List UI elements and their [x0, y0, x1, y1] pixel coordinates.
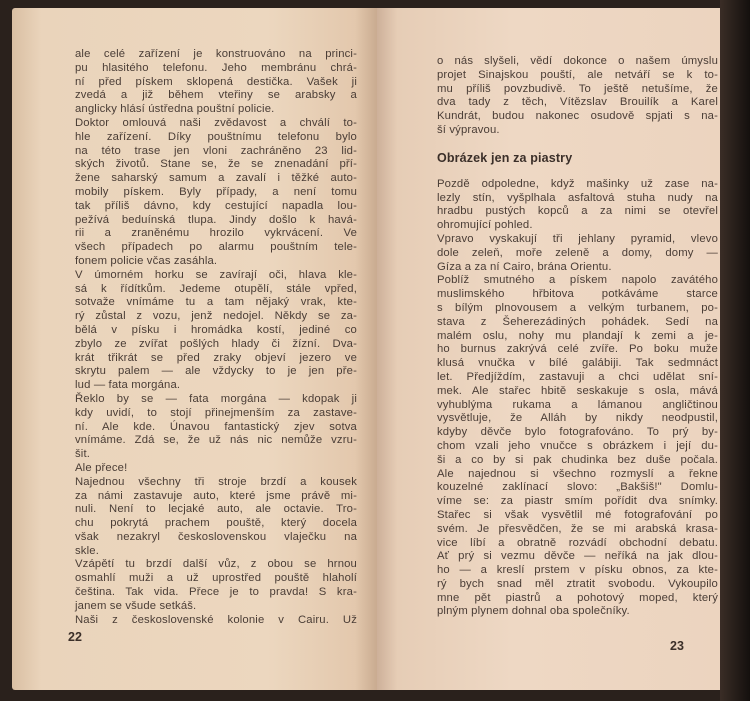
text-line: kdyby děvče bylo fotografováno. To prý by-	[437, 426, 718, 439]
text-line: malém oslu, nohy mu plandají k zemi a je-	[437, 329, 718, 342]
text-line: V úmorném horku se zavírají oči, hlava kle-	[75, 268, 357, 281]
text-line: však nezakryl československou vlaječku na	[75, 530, 357, 543]
text-line: víme se: za piastr smím pořídit dva snímky.	[437, 495, 718, 508]
text-line: sá k řídítkům. Jedeme otupělí, stále vpřed,	[75, 282, 357, 295]
text-line: Stařec si však vysvětlil mé fotografování po	[437, 508, 718, 521]
text-line: stava z Šeherezádiných pohádek. Sedí na	[437, 315, 718, 328]
text-line: vyhublýma rukama a lámanou angličtinou	[437, 398, 718, 411]
page-number-left: 22	[68, 630, 82, 644]
text-line: Vpravo vyskakují tři jehlany pyramid, vlevo	[437, 232, 718, 245]
text-line: ohromující pohled.	[437, 219, 533, 232]
book-edge-shadow	[720, 0, 750, 701]
text-line: zvedá a již během vteřiny se arabsky a	[75, 89, 357, 102]
text-line: za námi zastavuje auto, které jsme právě mi-	[75, 489, 357, 502]
text-line: ských životů. Stane se, že se znenadání pří-	[75, 158, 357, 171]
text-line: Ale najednou si všechno rozmyslí a řekne	[437, 467, 718, 480]
text-line: skle.	[75, 544, 99, 557]
text-line: muslimského hřbitova potkáváme starce	[437, 288, 718, 301]
text-line: let. Předjíždím, zastavuji a chci udělat sní-	[437, 370, 718, 383]
text-line: ší výpravou.	[437, 123, 500, 136]
left-page-text	[75, 48, 357, 627]
text-line: skrytu palem — ale vždycky to je jen pře-	[75, 365, 357, 378]
text-line: lezly stín, vyšplhala asfaltová stuha nudy na	[437, 191, 718, 204]
paragraph	[75, 393, 357, 462]
text-line: Najednou všechny tři stroje brzdí a kousek	[75, 475, 357, 488]
text-line: šit.	[75, 448, 91, 461]
text-line: ho burnus zakrývá celé zvíře. Po boku muže	[437, 343, 718, 356]
text-line: sotvaže vnímáme tu a tam nějaký vrak, kte-	[75, 296, 357, 309]
paragraph	[75, 558, 357, 613]
text-line: fonem policie včas zasáhla.	[75, 254, 218, 267]
text-line: kouzelné zaklínací slovo: „Bakšiš!" Domlu-	[437, 481, 718, 494]
text-line: rý zůstal z vozu, jenž nedojel. Někdy se za-	[75, 310, 357, 323]
text-line: pu hlasitého telefonu. Jeho membránu chrá-	[75, 61, 357, 74]
text-line: osmahlí muži a už uprostřed pouště hlaholí	[75, 572, 357, 585]
text-line: rý bych snad měl ztratit svobodu. Vykoupilo	[437, 577, 718, 590]
section-heading: Obrázek jen za piastry	[437, 150, 573, 165]
text-line: Ale přece!	[75, 461, 128, 474]
paragraph	[437, 178, 718, 233]
paragraph	[437, 233, 718, 274]
continued-line: Naši z československé kolonie v Cairu. Už	[75, 613, 357, 626]
text-line: plným plynem dohnal oba společníky.	[437, 605, 630, 618]
text-line: Poblíž smutného a pískem napolo zavátého	[437, 274, 718, 287]
intro-paragraph	[437, 55, 718, 138]
text-line: krát třikrát se před zraky objeví jezero ve	[75, 351, 357, 364]
paragraph	[75, 462, 357, 476]
text-line: projet Sinajskou pouští, ale netváří se k to-	[437, 68, 718, 81]
text-line: Kundrát, budou nakonec osudově spjati s na-	[437, 110, 718, 123]
section-body	[437, 178, 718, 620]
text-line: mne pět piastrů a pohotový moped, který	[437, 591, 718, 604]
text-line: dva tady z těch, Vítězslav Brouilík a Karel	[437, 96, 718, 109]
text-line: ši a co by si pak chudinka bez duše počala.	[437, 453, 718, 466]
text-line: Vzápětí tu brzdí další vůz, z obou se hrnou	[75, 558, 357, 571]
text-line: svém. Je přesvědčen, že se mi arabská krasa-	[437, 522, 718, 535]
text-line: mobily pískem. Byly případy, a není tomu	[75, 185, 357, 198]
text-line: čeština. Tak vida. Přece je to pravda! S kra-	[75, 586, 357, 599]
text-line: mu příliš povzbudivě. To ještě netušíme, že	[437, 82, 718, 95]
paragraph	[75, 476, 357, 559]
left-page	[12, 8, 377, 690]
text-line: všech případech po alarmu pouštním tele-	[75, 241, 357, 254]
paragraph	[437, 274, 718, 619]
text-line: ale celé zařízení je konstruováno na princi-	[75, 48, 357, 60]
text-line: vice líbí a obratně rozvádí obchodní debatu.	[437, 536, 718, 549]
page-number-right: 23	[670, 639, 684, 653]
text-line: hradbu pustých kopců a za nimi se otevřel	[437, 205, 718, 218]
text-line: ní před pískem sklopená destička. Vašek ji	[75, 75, 357, 88]
text-line: vnímáme. Zdá se, že už nás nic nemůže vzru-	[75, 434, 357, 447]
text-line: dole zeleň, moře zeleně a domy, domy —	[437, 246, 718, 259]
text-line: anglicky hlásí ústředna pouštní policie.	[75, 103, 275, 116]
text-line: rii a zraněnému hrozilo vykrvácení. Ve	[75, 227, 357, 240]
text-line: chu pokrytá prachem pouště, který docela	[75, 517, 357, 530]
text-line: Pozdě odpoledne, když mašinky už zase na-	[437, 177, 718, 190]
text-line: s bílým plnovousem a velkým turbanem, po-	[437, 301, 718, 314]
text-line: bělá v písku i hromádka kostí, jediné co	[75, 323, 357, 336]
text-line: kdy uvidí, to stojí přinejmenším za zastave-	[75, 406, 357, 419]
text-line: ní. Ale kde. Únavou fantastický zjev sotva	[75, 420, 357, 433]
text-line: janem se všude setkáš.	[75, 599, 197, 612]
text-line: zbylo ze zvířat pošlých hlady či žízní. Dva-	[75, 337, 357, 350]
paragraph	[437, 55, 718, 138]
right-page	[377, 8, 720, 690]
text-line: Řeklo by se — fata morgána — kdopak ji	[75, 392, 357, 405]
text-line: ho — a kreslí prstem v písku obnos, za kte-	[437, 564, 718, 577]
text-line: pežívá beduínská tlupa. Jindy došlo k havá-	[75, 213, 357, 226]
right-page-text	[437, 55, 718, 619]
text-line: vysvětluje, že Alláh by nikdy neodpustil,	[437, 412, 718, 425]
text-line: hle zařízení. Díky pouštnímu telefonu bylo	[75, 130, 357, 143]
text-line: tak příliš dávno, kdy cestující napadla lou-	[75, 199, 357, 212]
text-line: mek. Ale stařec hbitě seskakuje s osla, mává	[437, 384, 718, 397]
text-line: chom vzali jeho vnučce s obrázkem i její du-	[437, 439, 718, 452]
paragraph	[75, 117, 357, 269]
text-line: Ať prý si vezmu děvče — neříká na jak dlou-	[437, 550, 718, 563]
text-line: na této trase jen vloni zachráněno 23 lid-	[75, 144, 357, 157]
text-line: klusá vnučka v bílé galábiji. Tak sedmnáct	[437, 357, 718, 370]
text-line: žene saharský samum a zavalí i těžké auto-	[75, 172, 357, 185]
text-line: lud — fata morgána.	[75, 379, 181, 392]
paragraph	[75, 269, 357, 393]
paragraph	[75, 48, 357, 117]
text-line: nuli. Není to lecjaké auto, ale octavie. Tro-	[75, 503, 357, 516]
text-line: o nás slyšeli, vědí dokonce o našem úmyslu	[437, 55, 718, 67]
text-line: Doktor omlouvá naši zvědavost a chválí to-	[75, 116, 357, 129]
text-line: Gíza a za ní Cairo, brána Orientu.	[437, 260, 612, 273]
